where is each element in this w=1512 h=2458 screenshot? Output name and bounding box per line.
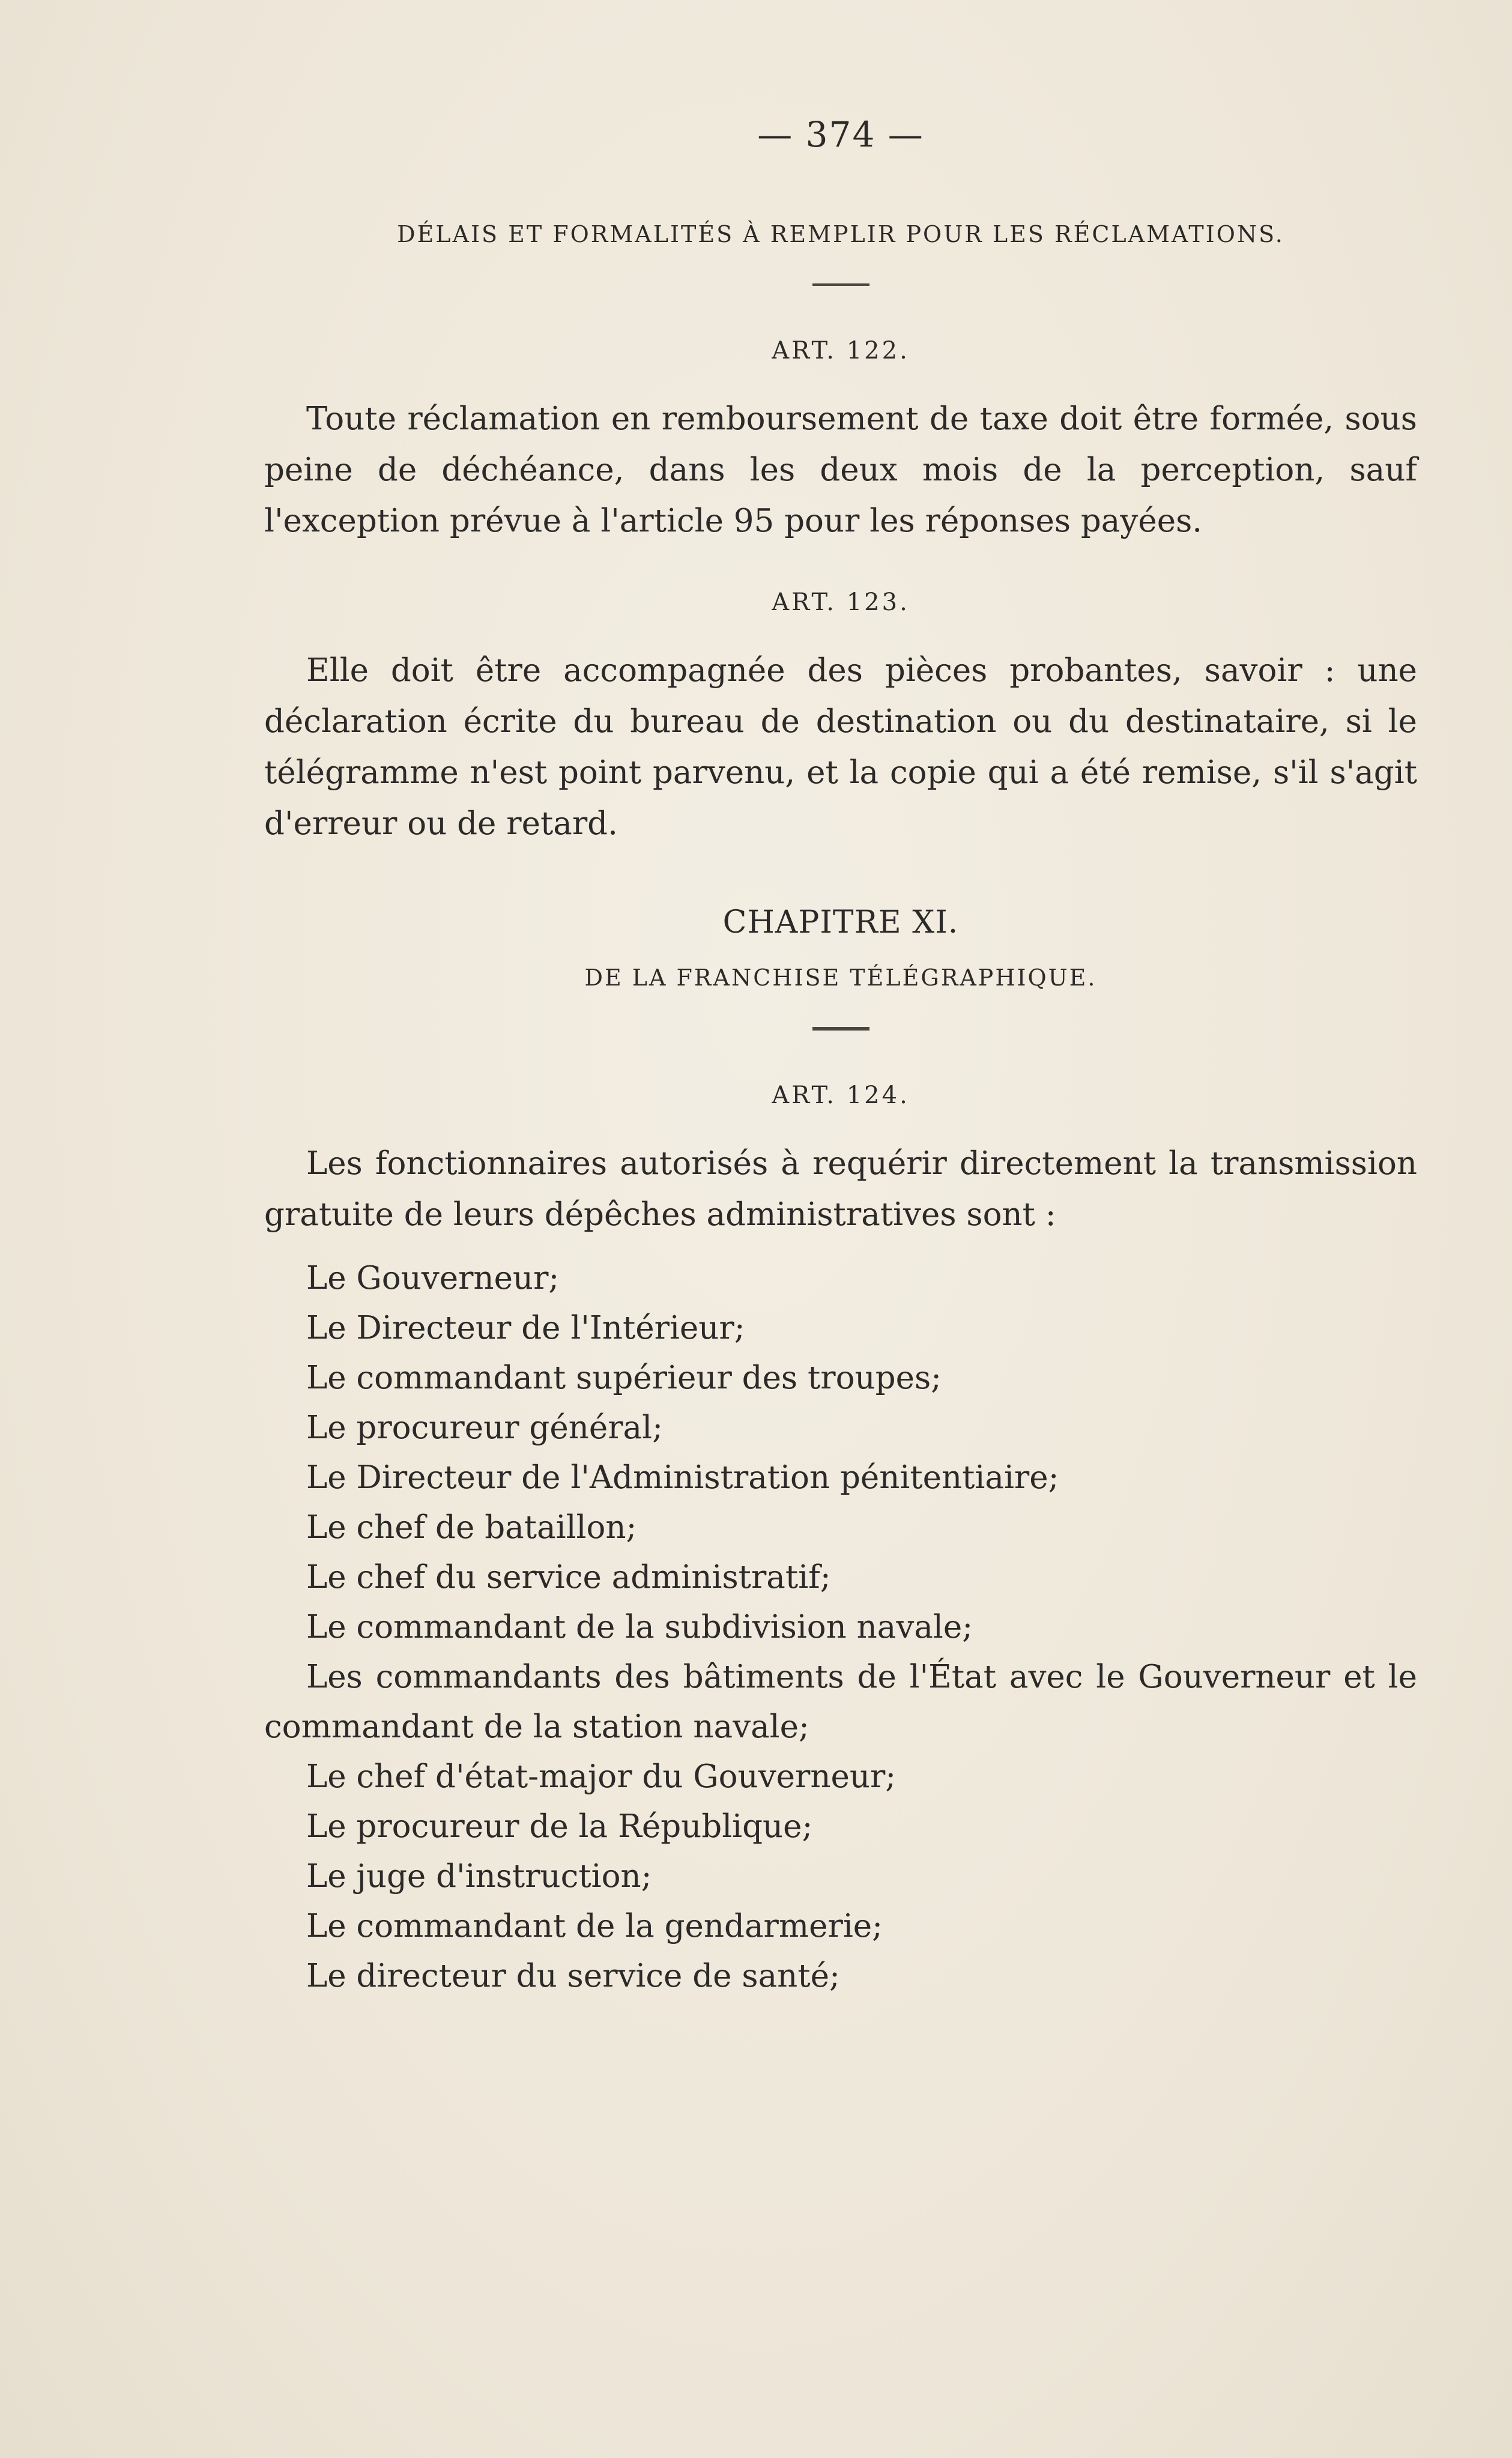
chapter-subtitle: DE LA FRANCHISE TÉLÉGRAPHIQUE. [584, 964, 1097, 991]
page-number: — 374 — [757, 114, 924, 155]
list-item: Le chef de bataillon; [306, 1509, 637, 1546]
divider-rule [812, 1027, 869, 1031]
list-item: Le procureur de la République; [306, 1808, 813, 1845]
list-item: Le chef du service administratif; [306, 1559, 831, 1596]
list-item: Le procureur général; [306, 1409, 663, 1446]
list-item: Le Directeur de l'Intérieur; [306, 1310, 745, 1346]
list-item: Le commandant supérieur des troupes; [306, 1360, 942, 1396]
article-label-124: ART. 124. [772, 1082, 910, 1109]
article-text-123: Elle doit être accompagnée des pièces probantes, savoir : une déclaration écrite du bureau de destination ou du destinataire, si le télégramme n'est point parvenu, et la copie qui a été remise, s'il s'agit d'erreur ou de retard. [264, 652, 1417, 842]
article-text-122: Toute réclamation en remboursement de taxe doit être formée, sous peine de déchéance, dans les deux mois de la perception, sauf l'exception prévue à l'article 95 pour les réponses payées. [264, 401, 1417, 539]
list-item: Le commandant de la gendarmerie; [306, 1908, 883, 1945]
official-list [264, 1253, 1417, 2001]
list-item: Les commandants des bâtiments de l'État avec le Gouverneur et le commandant de la station navale; [264, 1659, 1417, 1745]
divider-rule [812, 283, 869, 286]
article-text-124-intro: Les fonctionnaires autorisés à requérir directement la transmission gratuite de leurs dépêches administratives sont : [264, 1145, 1417, 1233]
section-heading-delais: DÉLAIS ET FORMALITÉS À REMPLIR POUR LES RÉCLAMATIONS. [397, 221, 1284, 247]
list-item: Le juge d'instruction; [306, 1858, 652, 1895]
list-item: Le Directeur de l'Administration pénitentiaire; [306, 1459, 1059, 1496]
list-item: Le Gouverneur; [306, 1260, 560, 1297]
page-content [264, 114, 1417, 2001]
list-item: Le directeur du service de santé; [306, 1958, 840, 1994]
article-label-123: ART. 123. [772, 589, 910, 616]
chapter-title: CHAPITRE XI. [722, 904, 959, 940]
list-item: Le commandant de la subdivision navale; [306, 1609, 973, 1645]
list-item: Le chef d'état-major du Gouverneur; [306, 1758, 897, 1795]
article-label-122: ART. 122. [772, 337, 910, 365]
